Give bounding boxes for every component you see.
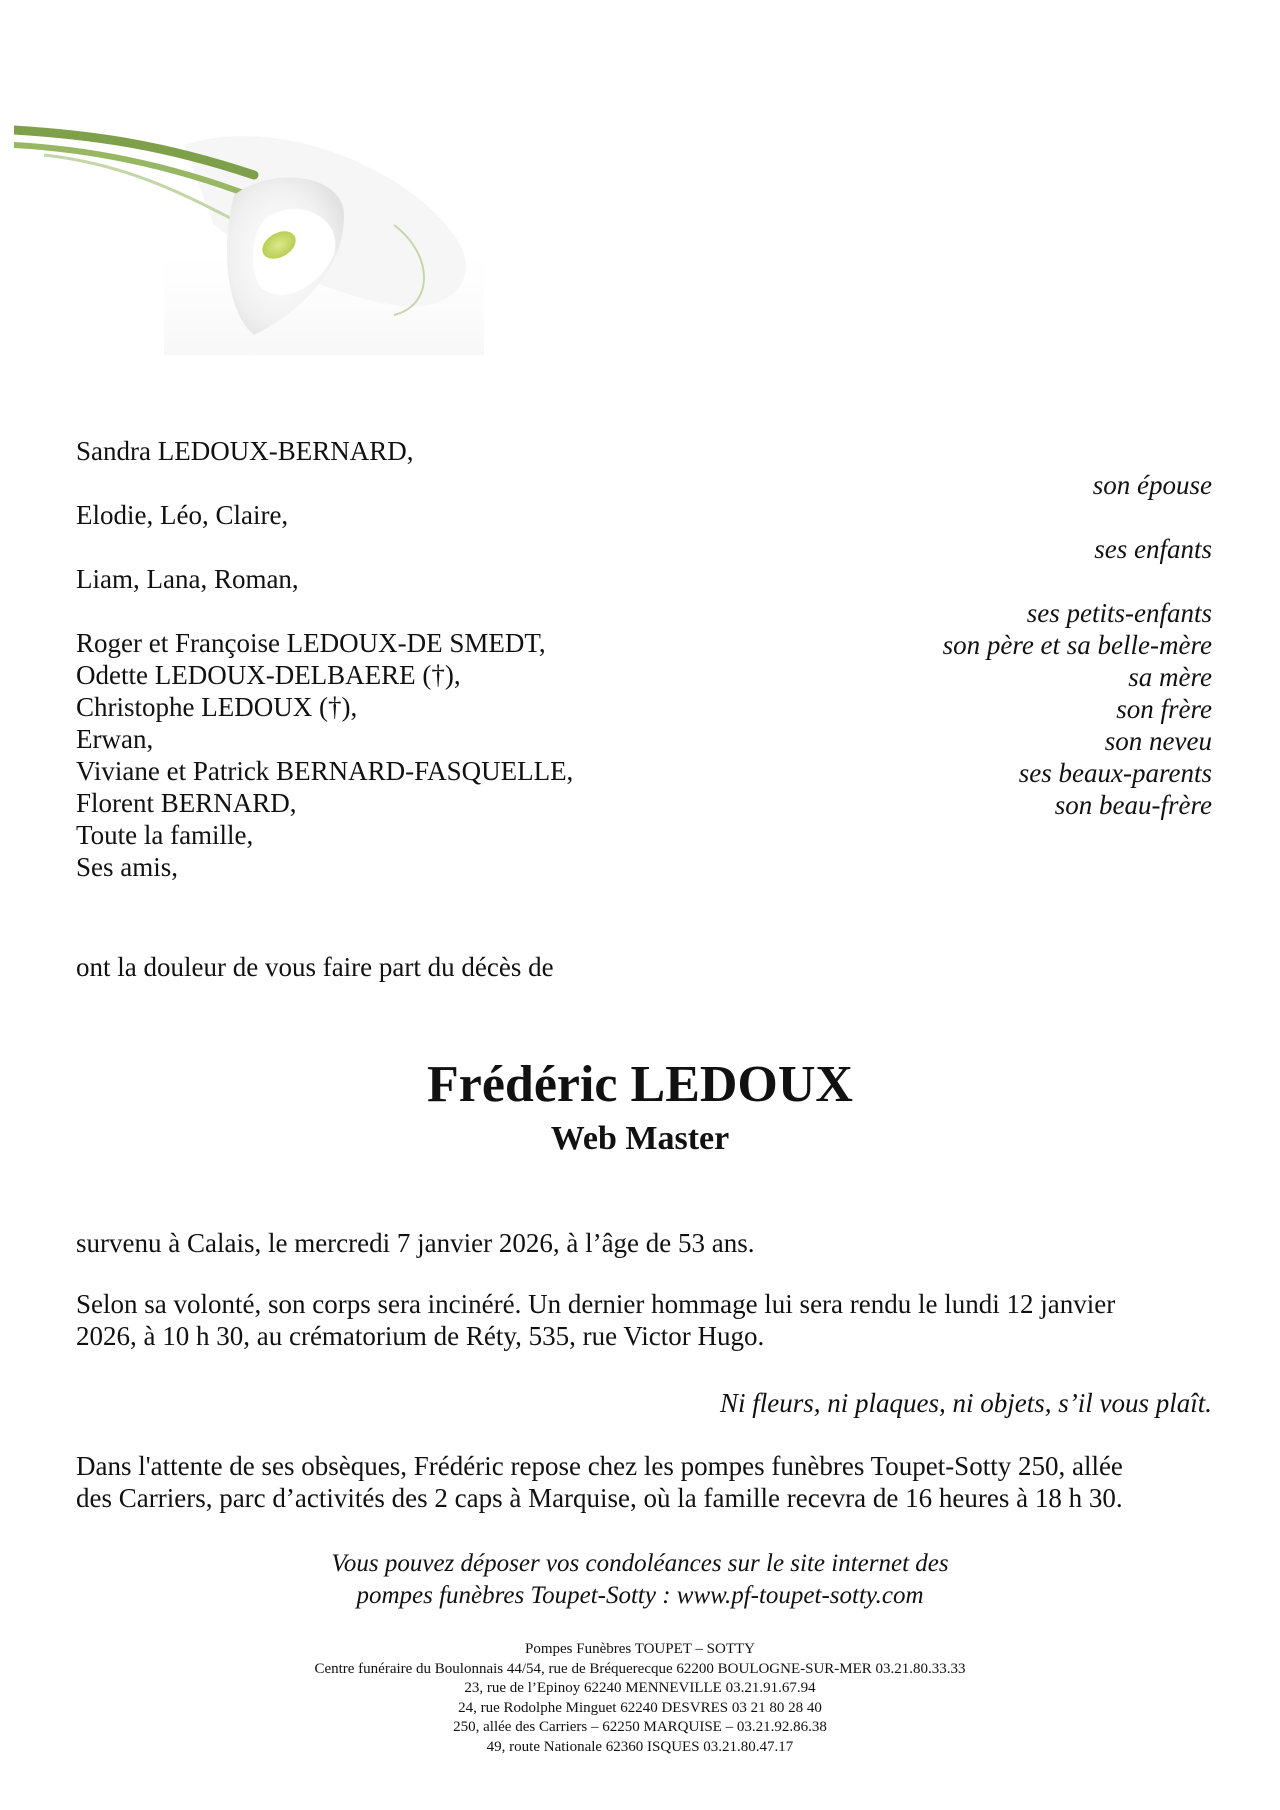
- death-details: survenu à Calais, le mercredi 7 janvier 2026, à l’âge de 53 ans.: [76, 1228, 755, 1258]
- relation-brother: son frère: [1116, 694, 1212, 724]
- relation-parents-in-law: ses beaux-parents: [1018, 758, 1212, 788]
- deceased-title: Web Master: [550, 1120, 730, 1157]
- ceremony-line-2: 2026, à 10 h 30, au crématorium de Réty, 535, rue Victor Hugo.: [76, 1321, 765, 1351]
- relation-father: son père et sa belle-mère: [942, 630, 1212, 660]
- family-whole: Toute la famille,: [76, 820, 254, 850]
- relation-brother-in-law: son beau-frère: [1054, 790, 1212, 820]
- no-flowers-note: Ni fleurs, ni plaques, ni objets, s’il vous plaît.: [720, 1388, 1212, 1418]
- family-member-children: Elodie, Léo, Claire,: [76, 500, 289, 530]
- relation-grandchildren: ses petits-enfants: [1026, 598, 1212, 628]
- relation-spouse: son épouse: [1092, 470, 1212, 500]
- rest-line-2: des Carriers, parc d’activités des 2 caps à Marquise, où la famille recevra de 16 heures à 18 h 30.: [76, 1483, 1123, 1513]
- family-friends: Ses amis,: [76, 852, 179, 882]
- ceremony-line-1: Selon sa volonté, son corps sera incinéré. Un dernier hommage lui sera rendu le lundi 12 janvier: [76, 1289, 1116, 1319]
- family-member-nephew: Erwan,: [76, 724, 154, 754]
- footer-address-menneville: 23, rue de l’Epinoy 62240 MENNEVILLE 03.21.91.67.94: [464, 1680, 816, 1696]
- deceased-name: Frédéric LEDOUX: [426, 1056, 853, 1113]
- condolences-line-2: pompes funèbres Toupet-Sotty : www.pf-toupet-sotty.com: [356, 1582, 924, 1609]
- footer-address-marquise: 250, allée des Carriers – 62250 MARQUISE – 03.21.92.86.38: [453, 1719, 827, 1735]
- family-member-grandchildren: Liam, Lana, Roman,: [76, 564, 299, 594]
- footer-address-boulogne: Centre funéraire du Boulonnais 44/54, rue de Bréquerecque 62200 BOULOGNE-SUR-MER 03.21.80.33.33: [314, 1660, 966, 1677]
- family-member-brother-in-law: Florent BERNARD,: [76, 788, 297, 818]
- footer-company: Pompes Funèbres TOUPET – SOTTY: [524, 1641, 755, 1657]
- relation-children: ses enfants: [1094, 534, 1212, 564]
- family-member-brother: Christophe LEDOUX (†),: [76, 692, 358, 722]
- funeral-home-footer: [0, 1640, 1280, 1757]
- family-member-spouse: Sandra LEDOUX-BERNARD,: [76, 436, 414, 466]
- relation-mother: sa mère: [1128, 662, 1212, 692]
- announcement-text: ont la douleur de vous faire part du décès de: [76, 952, 554, 982]
- family-member-mother: Odette LEDOUX-DELBAERE (†),: [76, 660, 461, 690]
- footer-address-desvres: 24, rue Rodolphe Minguet 62240 DESVRES 03 21 80 28 40: [458, 1699, 822, 1716]
- condolences-line-1: Vous pouvez déposer vos condoléances sur le site internet des: [331, 1550, 949, 1577]
- rest-line-1: Dans l'attente de ses obsèques, Frédéric repose chez les pompes funèbres Toupet-Sotty 250, allée: [76, 1451, 1123, 1481]
- relation-nephew: son neveu: [1104, 726, 1212, 756]
- footer-address-isques: 49, route Nationale 62360 ISQUES 03.21.80.47.17: [486, 1738, 794, 1755]
- family-member-parents-in-law: Viviane et Patrick BERNARD-FASQUELLE,: [76, 756, 574, 786]
- calla-lily-image: [14, 105, 494, 355]
- family-member-father: Roger et Françoise LEDOUX-DE SMEDT,: [76, 628, 546, 658]
